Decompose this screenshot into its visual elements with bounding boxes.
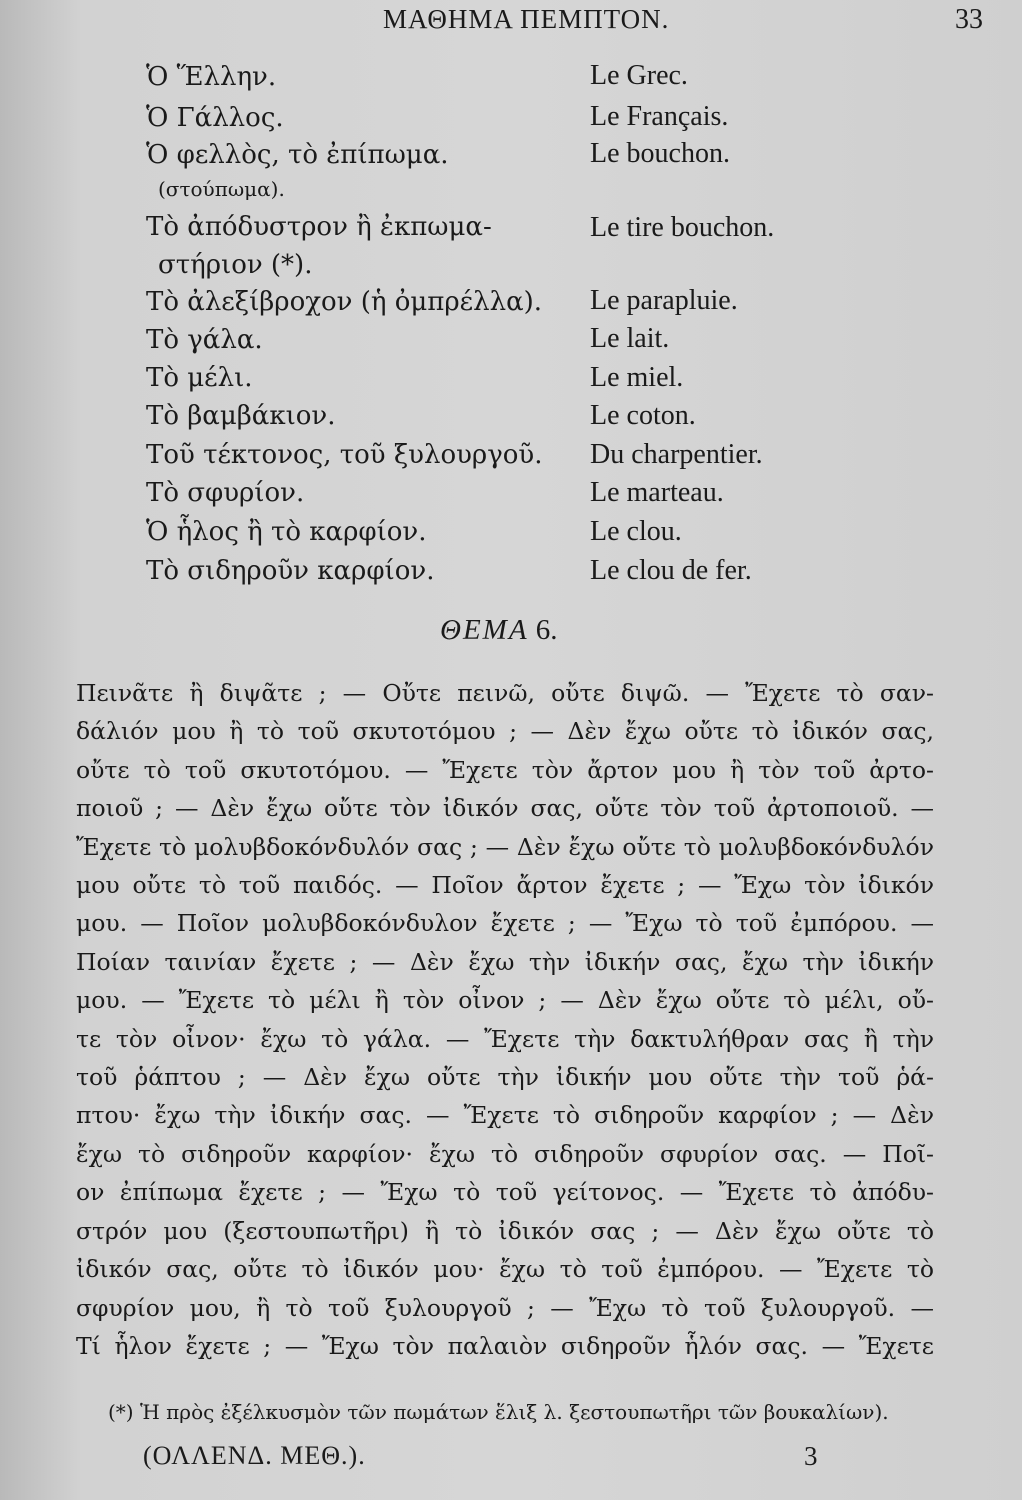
french-term: Le Français. [590, 101, 729, 132]
text-line: ἔχω τὸ σιδηροῦν καρφίον· ἔχω τὸ σιδηροῦν σφυρίον σας. — Ποῖ- [76, 1139, 934, 1168]
text-line: πτου· ἔχω τὴν ἰδικήν σας. — Ἔχετε τὸ σιδηροῦν καρφίον ; — Δὲν [76, 1101, 934, 1130]
text-line: ἰδικόν σας, οὔτε τὸ ἰδικόν μου· ἔχω τὸ τοῦ ἐμπόρου. — Ἔχετε τὸ [76, 1255, 934, 1284]
text-line: Τί ἧλον ἔχετε ; — Ἔχω τὸν παλαιὸν σιδηροῦν ἧλόν σας. — Ἔχετε [76, 1331, 934, 1360]
greek-term: Ὁ φελλὸς, τὸ ἐπίπωμα. [146, 140, 449, 170]
greek-term: Ὁ Γάλλος. [146, 103, 284, 133]
text-line: τοῦ ῥάπτου ; — Δὲν ἔχω οὔτε τὴν ἰδικήν μου οὔτε τὴν τοῦ ῥά- [76, 1063, 934, 1092]
greek-term: Τὸ σφυρίον. [146, 478, 305, 508]
text-line: ποιοῦ ; — Δὲν ἔχω οὔτε τὸν ἰδικόν σας, οὔτε τὸν τοῦ ἀρτοποιοῦ. — [76, 794, 934, 823]
text-line: σφυρίον μου, ἢ τὸ τοῦ ξυλουργοῦ ; — Ἔχω τὸ τοῦ ξυλουργοῦ. — [76, 1293, 934, 1322]
text-line: ον ἐπίπωμα ἔχετε ; — Ἔχω τὸ τοῦ γείτονος. — Ἔχετε τὸ ἀπόδυ- [76, 1178, 934, 1207]
french-term: Le lait. [590, 323, 670, 354]
greek-term: Τὸ βαμβάκιον. [146, 401, 336, 431]
greek-term: Ὁ Ἕλλην. [146, 62, 277, 92]
french-term: Le parapluie. [590, 285, 738, 316]
text-line: μου οὔτε τὸ τοῦ παιδός. — Ποῖον ἄρτον ἔχετε ; — Ἔχω τὸν ἰδικόν [76, 871, 934, 900]
greek-term: Τὸ μέλι. [146, 363, 253, 393]
exercise-number: 6. [535, 614, 558, 646]
page-number: 33 [955, 4, 983, 35]
text-line: τε τὸν οἶνον· ἔχω τὸ γάλα. — Ἔχετε τὴν δακτυλήθραν σας ἢ τὴν [76, 1024, 934, 1053]
french-term: Le clou. [590, 516, 682, 547]
text-line: στρόν μου (ξεστουπωτῆρι) ἢ τὸ ἰδικόν σας ; — Δὲν ἔχω οὔτε τὸ [76, 1216, 934, 1245]
text-line: δάλιόν μου ἢ τὸ τοῦ σκυτοτόμου ; — Δὲν ἔχω οὔτε τὸ ἰδικόν σας, [76, 717, 934, 746]
greek-term: Τοῦ τέκτονος, τοῦ ξυλουργοῦ. [146, 440, 543, 470]
text-line: Ἔχετε τὸ μολυβδοκόνδυλόν σας ; — Δὲν ἔχω οὔτε τὸ μολυβδοκόνδυλόν [76, 832, 934, 861]
french-term: Le clou de fer. [590, 555, 752, 586]
text-line: Ποίαν ταινίαν ἔχετε ; — Δὲν ἔχω τὴν ἰδικήν σας, ἔχω τὴν ἰδικήν [76, 947, 934, 976]
french-term: Du charpentier. [590, 439, 763, 470]
text-line: μου. — Ποῖον μολυβδοκόνδυλον ἔχετε ; — Ἔχω τὸ τοῦ ἐμπόρου. — [76, 909, 934, 938]
exercise-heading [440, 614, 558, 647]
greek-term: (στούπωμα). [158, 177, 285, 201]
greek-term: Τὸ γάλα. [146, 325, 263, 355]
exercise-text [76, 674, 934, 1365]
french-term: Le marteau. [590, 477, 724, 508]
french-term: Le miel. [590, 362, 684, 393]
french-term: Le coton. [590, 400, 696, 431]
greek-term: Τὸ ἀπόδυστρον ἢ ἐκπωμα- [146, 212, 492, 242]
greek-term: στήριον (*). [158, 250, 313, 280]
vocabulary-table [0, 0, 1022, 600]
text-line: μου. — Ἔχετε τὸ μέλι ἢ τὸν οἶνον ; — Δὲν ἔχω οὔτε τὸ μέλι, οὔ- [76, 986, 934, 1015]
exercise-title: ΘΕΜΑ [440, 614, 529, 646]
french-term: Le bouchon. [590, 138, 730, 169]
running-title: ΜΑΘΗΜΑ ΠΕΜΠΤΟΝ. [383, 4, 670, 34]
text-line: οὔτε τὸ τοῦ σκυτοτόμου. — Ἔχετε τὸν ἄρτον μου ἢ τὸν τοῦ ἀρτο- [76, 755, 934, 784]
greek-term: Ὁ ἧλος ἢ τὸ καρφίον. [146, 517, 427, 547]
footnote: (*) Ἡ πρὸς ἐξέλκυσμὸν τῶν πωμάτων ἕλιξ λ. ξεστουπωτῆρι τῶν βουκαλίων). [108, 1400, 889, 1424]
source-reference: (ΟΛΛΕΝΔ. ΜΕΘ.). [143, 1441, 366, 1470]
signature-mark: 3 [804, 1441, 818, 1471]
greek-term: Τὸ ἀλεξίβροχον (ἡ ὀμπρέλλα). [146, 287, 543, 317]
greek-term: Τὸ σιδηροῦν καρφίον. [146, 556, 435, 586]
french-term: Le Grec. [590, 60, 688, 91]
text-line: Πεινᾶτε ἢ διψᾶτε ; — Οὔτε πεινῶ, οὔτε διψῶ. — Ἔχετε τὸ σαν- [76, 679, 934, 707]
french-term: Le tire bouchon. [590, 212, 775, 243]
